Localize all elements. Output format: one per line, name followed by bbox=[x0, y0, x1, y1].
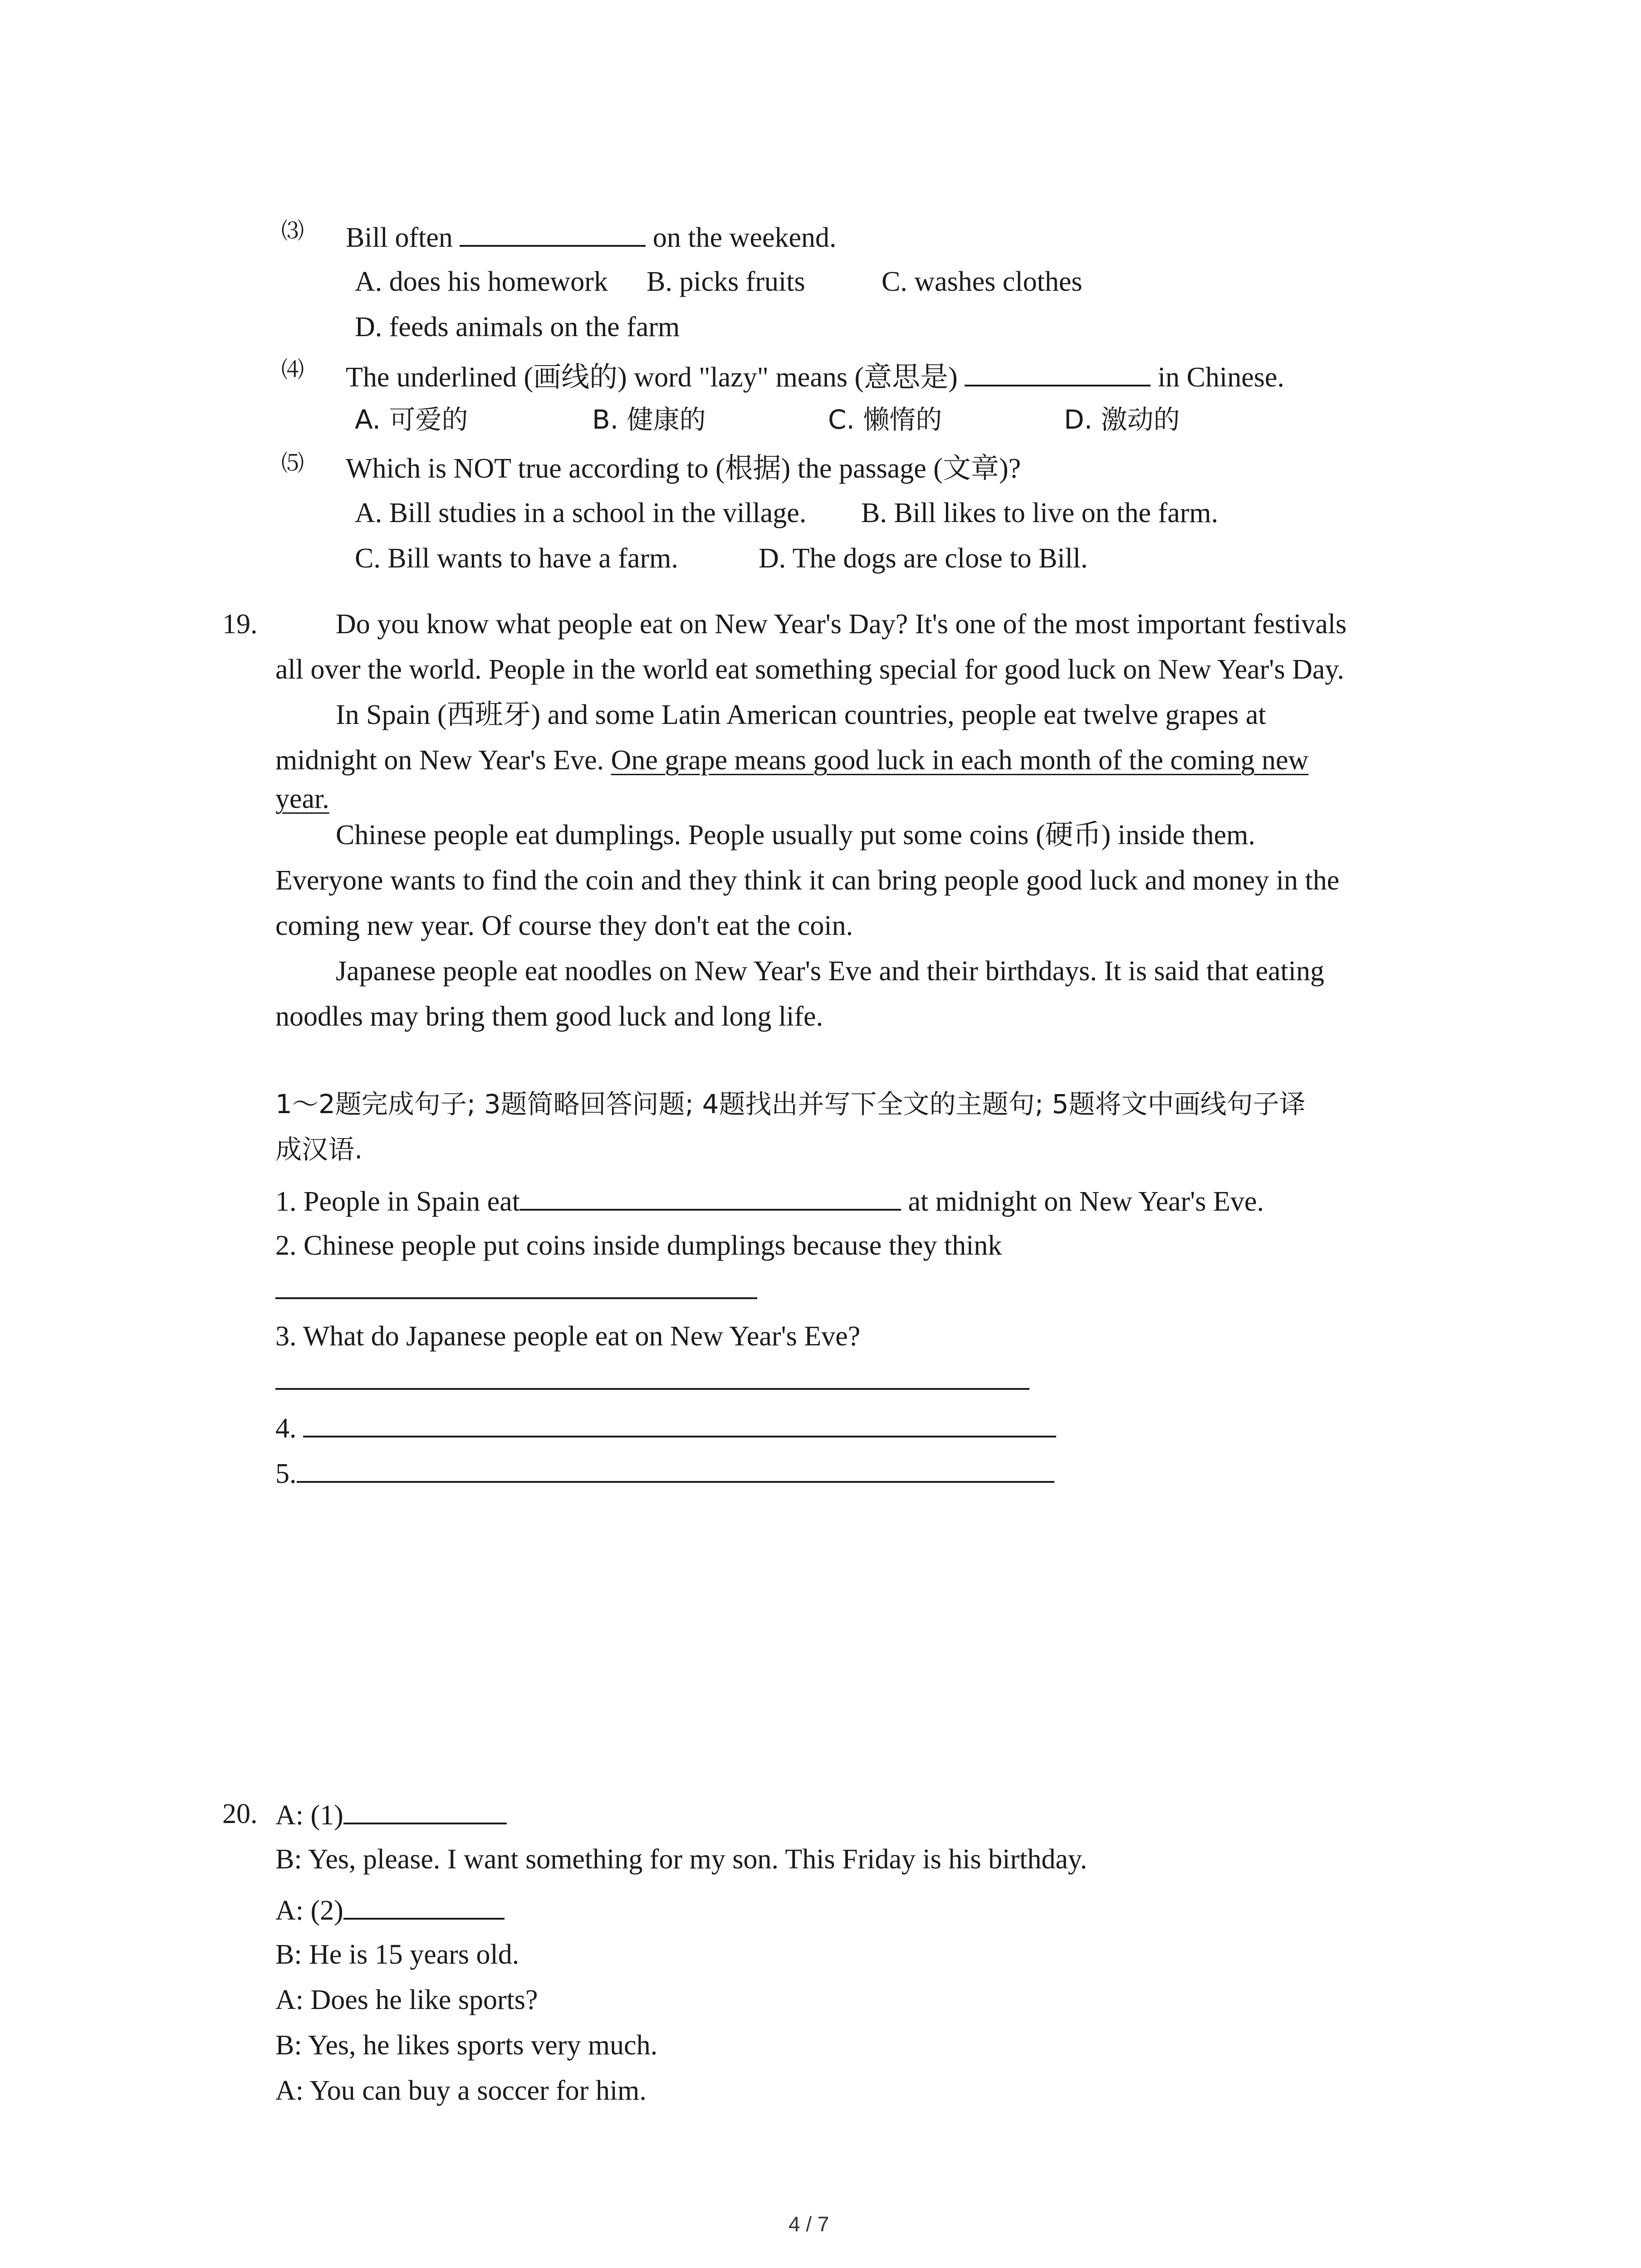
passage-line: Chinese people eat dumplings. People usually put some coins (硬币) inside them. bbox=[336, 820, 1255, 850]
option-c: C. 懒惰的 bbox=[828, 404, 942, 435]
passage-line: Everyone wants to find the coin and they think it can bring people good luck and money in the bbox=[275, 865, 1340, 896]
stem-text: Which is NOT true according to (根据) the passage (文章)? bbox=[346, 453, 1021, 484]
dialogue-line: A: (1) bbox=[275, 1800, 507, 1829]
option-a: A. 可爱的 bbox=[355, 404, 468, 435]
option-a: A. does his homework bbox=[355, 266, 608, 297]
dialogue-line: A: You can buy a soccer for him. bbox=[275, 2075, 647, 2106]
answer-blank[interactable] bbox=[460, 222, 646, 247]
passage-line: midnight on New Year's Eve. One grape means good luck in each month of the coming new bbox=[275, 745, 1309, 776]
task-5: 5. bbox=[275, 1458, 1054, 1488]
underlined-sentence: year. bbox=[275, 783, 329, 814]
passage-line: In Spain (西班牙) and some Latin American countries, people eat twelve grapes at bbox=[336, 699, 1266, 730]
stem-text: The underlined (画线的) word "lazy" means (意思是) in Chinese. bbox=[346, 362, 1284, 393]
option-d: D. 激动的 bbox=[1064, 404, 1180, 435]
option-b: B. 健康的 bbox=[592, 404, 706, 435]
option-d: D. feeds animals on the farm bbox=[355, 312, 680, 342]
task-4: 4. bbox=[275, 1413, 1056, 1442]
question-number: 20. bbox=[222, 1799, 258, 1829]
option-d: D. The dogs are close to Bill. bbox=[759, 543, 1088, 574]
option-a: A. Bill studies in a school in the village. bbox=[355, 498, 807, 528]
option-b: B. picks fruits bbox=[647, 266, 805, 297]
option-c: C. Bill wants to have a farm. bbox=[355, 543, 678, 574]
instruction-line: 1～2题完成句子; 3题简略回答问题; 4题找出并写下全文的主题句; 5题将文中画线句子译 bbox=[275, 1089, 1306, 1119]
answer-line[interactable] bbox=[275, 1388, 1029, 1390]
task-3: 3. What do Japanese people eat on New Year's Eve? bbox=[275, 1321, 861, 1352]
task-1: 1. People in Spain eat at midnight on New Year's Eve. bbox=[275, 1186, 1264, 1217]
instruction-line: 成汉语. bbox=[275, 1134, 363, 1165]
item-marker: ⑶ bbox=[281, 218, 304, 244]
passage-line: all over the world. People in the world eat something special for good luck on New Year's Day. bbox=[275, 654, 1344, 685]
option-c: C. washes clothes bbox=[882, 266, 1083, 297]
answer-line[interactable] bbox=[275, 1297, 757, 1299]
dialogue-line: B: Yes, please. I want something for my son. This Friday is his birthday. bbox=[275, 1844, 1087, 1875]
answer-blank[interactable] bbox=[965, 362, 1151, 386]
option-b: B. Bill likes to live on the farm. bbox=[861, 498, 1218, 528]
passage-line: coming new year. Of course they don't eat the coin. bbox=[275, 910, 853, 941]
dialogue-line: B: Yes, he likes sports very much. bbox=[275, 2030, 658, 2061]
answer-blank[interactable] bbox=[343, 1895, 505, 1920]
passage-line: Do you know what people eat on New Year's Day? It's one of the most important festivals bbox=[336, 609, 1347, 640]
dialogue-line: B: He is 15 years old. bbox=[275, 1939, 519, 1970]
answer-blank[interactable] bbox=[520, 1186, 901, 1211]
item-marker: ⑸ bbox=[281, 450, 304, 476]
stem-text: Bill often on the weekend. bbox=[346, 222, 837, 253]
answer-blank[interactable] bbox=[343, 1800, 507, 1824]
dialogue-line: A: (2) bbox=[275, 1895, 505, 1925]
underlined-sentence: One grape means good luck in each month of the coming new bbox=[611, 745, 1309, 776]
task-2: 2. Chinese people put coins inside dumplings because they think bbox=[275, 1230, 1002, 1261]
item-marker: ⑷ bbox=[281, 357, 304, 383]
question-number: 19. bbox=[222, 609, 258, 640]
passage-line: Japanese people eat noodles on New Year's Eve and their birthdays. It is said that eating bbox=[336, 956, 1324, 987]
passage-line: noodles may bring them good luck and long life. bbox=[275, 1001, 823, 1032]
dialogue-line: A: Does he like sports? bbox=[275, 1984, 538, 2015]
answer-blank[interactable] bbox=[297, 1458, 1054, 1483]
answer-blank[interactable] bbox=[303, 1413, 1056, 1437]
page-number: 4 / 7 bbox=[789, 2212, 829, 2236]
